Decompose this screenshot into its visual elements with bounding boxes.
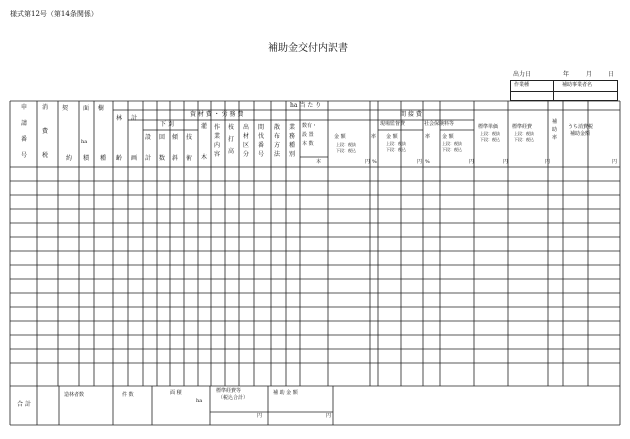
- header-subsidy-rate: 助: [552, 127, 558, 133]
- header-tax-subsidy: うち消費税: [568, 124, 594, 130]
- header-per-ha: ha 当 た り: [290, 102, 322, 109]
- footer-yen: 円: [326, 413, 332, 419]
- header-division: 区: [243, 142, 250, 149]
- header-setup: 計: [145, 155, 152, 162]
- form-number: 様式第12号（第14条関係）: [10, 10, 98, 18]
- header-amount: 金 額: [442, 134, 454, 140]
- header-pruning: 枝: [228, 124, 235, 131]
- header-interval: 号: [258, 151, 265, 158]
- header-request-no: 申: [21, 104, 28, 111]
- header-slope: 傾: [172, 134, 179, 141]
- footer-area: 面 積: [170, 390, 182, 396]
- header-standard-cost: 標準経費: [512, 124, 533, 130]
- footer-subsidy-amount: 補 助 金 額: [273, 390, 298, 396]
- header-interval: 伐: [258, 133, 265, 140]
- header-distribution: 散: [274, 124, 281, 131]
- header-count-unit: 本: [316, 159, 322, 165]
- header-distribution: 方: [274, 142, 281, 149]
- issue-date-month: 月: [586, 71, 593, 78]
- header-note: 下段：税込: [386, 147, 406, 152]
- header-work: 内: [214, 142, 221, 149]
- header-tax: 消: [42, 104, 49, 111]
- header-count: 数有・: [302, 123, 318, 129]
- header-site-supervision: 現場監督費: [380, 121, 406, 127]
- header-request-no: 番: [21, 136, 28, 143]
- footer-total: 合 計: [17, 401, 31, 408]
- header-yen: 円: [469, 159, 475, 165]
- header-tree: 樹: [98, 105, 105, 112]
- header-tax: 税: [42, 152, 49, 159]
- header-tax-subsidy: 補助金額: [570, 131, 591, 137]
- header-shrub: 木: [201, 154, 208, 161]
- footer-forest-count: 造林者数: [64, 392, 85, 398]
- header-slope: 斜: [172, 155, 179, 162]
- header-contract: 約: [66, 155, 73, 162]
- header-note: 上段：税抜: [514, 131, 534, 136]
- footer-standard-total: 標準経費等: [216, 388, 242, 394]
- header-plan: 画: [131, 155, 138, 162]
- header-note: 下段：税込: [336, 148, 356, 153]
- header-standard-unit: 標準単価: [478, 124, 499, 130]
- header-work: 業: [214, 133, 221, 140]
- header-industry: 業: [289, 124, 296, 131]
- header-yen: 円: [612, 159, 618, 165]
- header-tax: 費: [42, 128, 49, 135]
- header-materials-labor: 資 材 費 ・ 労 務 費: [190, 111, 244, 118]
- header-work: 作: [214, 124, 221, 131]
- header-yen: 円: [545, 159, 551, 165]
- header-times: 数: [159, 155, 166, 162]
- header-percent: %: [372, 159, 377, 165]
- header-yen: 円: [503, 159, 509, 165]
- header-interval: 間: [258, 124, 265, 131]
- header-distribution: 法: [274, 151, 281, 158]
- header-yen: 円: [417, 159, 423, 165]
- header-subsidy-rate: 率: [552, 135, 558, 141]
- header-area: 積: [83, 155, 90, 162]
- header-industry: 別: [289, 151, 296, 158]
- header-count: 本 数: [302, 141, 314, 147]
- header-note: 下段：税込: [514, 137, 534, 142]
- header-division: 分: [243, 151, 250, 158]
- header-area: 面: [83, 105, 90, 112]
- header-amount: 金 額: [386, 134, 398, 140]
- header-tree: 種: [100, 155, 107, 162]
- footer-yen: 円: [257, 413, 263, 419]
- header-social-insurance: 社会保険料等: [424, 121, 455, 127]
- footer-standard-total: （税込合計）: [218, 395, 249, 401]
- header-work: 容: [214, 151, 221, 158]
- header-indirect: 間 接 費: [400, 111, 422, 118]
- header-rate: 率: [371, 134, 377, 140]
- header-distribution: 布: [274, 133, 281, 140]
- operator-type-label: 作業種: [514, 82, 530, 88]
- header-note: 上段：税抜: [386, 141, 406, 146]
- header-note: 下段：税込: [442, 147, 462, 152]
- header-rate: 率: [425, 134, 431, 140]
- header-plan: 計: [131, 115, 138, 122]
- header-note: 下段：税込: [480, 137, 500, 142]
- header-request-no: 号: [21, 152, 28, 159]
- issue-date-day: 日: [608, 71, 615, 78]
- issue-date-year: 年: [563, 71, 570, 78]
- header-note: 上段：税抜: [442, 141, 462, 146]
- header-industry: 務: [289, 133, 296, 140]
- header-pruning: 打: [228, 136, 235, 143]
- header-percent: %: [425, 159, 430, 165]
- header-shrub: 灌: [201, 123, 208, 130]
- header-forest-age: 林: [116, 115, 123, 122]
- issue-date-label: 出力日: [513, 71, 532, 78]
- header-undergrowth: 下 刈: [160, 121, 174, 128]
- header-amount: 金 額: [334, 134, 346, 140]
- footer-area-unit: ha: [196, 398, 203, 404]
- header-yen: 円: [365, 159, 371, 165]
- page-title: 補助金交付内訳書: [268, 43, 348, 54]
- operator-name-label: 補助事業者名: [562, 82, 593, 88]
- header-skill: 技: [186, 134, 193, 141]
- header-request-no: 請: [21, 120, 28, 127]
- header-times: 回: [159, 134, 166, 141]
- header-division: 出: [243, 124, 250, 131]
- header-skill: 術: [186, 155, 193, 162]
- footer-cases: 件 数: [122, 392, 134, 398]
- header-division: 材: [243, 133, 250, 140]
- header-note: 上段：税抜: [336, 142, 356, 147]
- header-pruning: 高: [228, 148, 235, 155]
- header-forest-age: 齢: [116, 155, 123, 162]
- header-count: 設 置: [302, 132, 314, 138]
- header-note: 上段：税抜: [480, 131, 500, 136]
- header-interval: 番: [258, 142, 265, 149]
- header-subsidy-rate: 補: [552, 119, 558, 125]
- header-area-unit: ha: [81, 139, 88, 145]
- header-setup: 設: [145, 134, 152, 141]
- header-contract: 契: [62, 105, 69, 112]
- header-industry: 種: [289, 142, 296, 149]
